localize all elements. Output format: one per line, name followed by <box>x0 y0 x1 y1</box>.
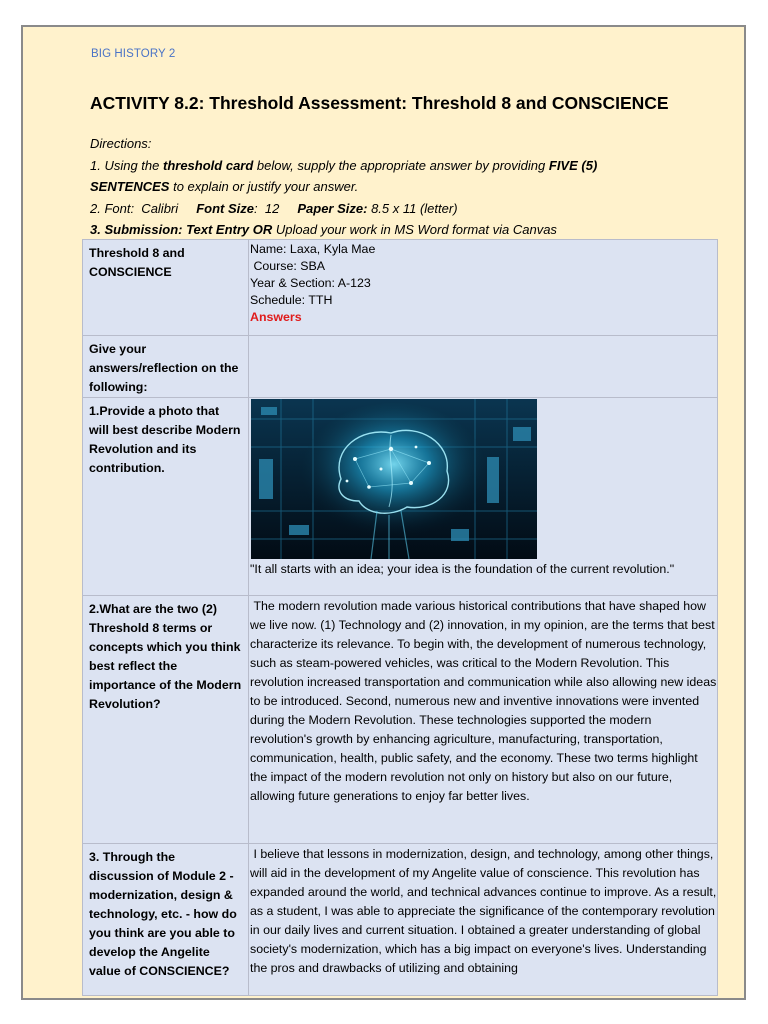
brain-circuit-image <box>251 399 537 559</box>
student-info <box>249 240 718 336</box>
directions <box>90 133 730 241</box>
answer-text: The modern revolution made various historical contributions that have shaped how we live now. (1) Technology and (2) innovation, in my opinion, are the terms that best characterize its relevance. To begin with, the development of numerous technology, such as steam-powered vehicles, was critical to the Modern Revolution. This revolution increased transportation and communication while also allowing new ideas to be introduced. Second, numerous new and inventive innovations were invented during the Modern Revolution. These technologies supported the modern revolution's growth by enhancing agriculture, manufacturing, transportation, communication, health, public safety, and the economy. These two terms highlight the impact of the modern revolution not only on history but also on our future, allowing future generations to enjoy far better lives. <box>249 596 718 844</box>
student-name: Name: Laxa, Kyla Mae <box>250 242 376 256</box>
photo-cell <box>249 398 718 596</box>
table-row <box>83 336 718 398</box>
directions-line-2: SENTENCES to explain or justify your answer. <box>90 179 359 194</box>
answers-heading: Answers <box>250 310 302 324</box>
row-label: 2.What are the two (2) Threshold 8 terms or concepts which you think best reflect the importance of the Modern Revolution? <box>83 596 249 844</box>
student-schedule: Schedule: TTH <box>250 293 333 307</box>
directions-line-4: 3. Submission: Text Entry OR Upload your work in MS Word format via Canvas <box>90 222 557 237</box>
threshold-card-table <box>82 239 718 996</box>
student-course: Course: SBA <box>250 259 326 273</box>
row-label: Threshold 8 and CONSCIENCE <box>83 240 249 336</box>
page-title: ACTIVITY 8.2: Threshold Assessment: Threshold 8 and CONSCIENCE <box>90 93 669 113</box>
row-label: 3. Through the discussion of Module 2 - modernization, design & technology, etc. - how do you think are you able to develop the Angelite value of CONSCIENCE? <box>83 844 249 996</box>
table-row <box>83 240 718 336</box>
directions-line-1: 1. Using the threshold card below, supply the appropriate answer by providing FIVE (5) <box>90 157 598 173</box>
table-row <box>83 398 718 596</box>
student-year-section: Year & Section: A-123 <box>250 276 371 290</box>
empty-cell <box>249 336 718 398</box>
row-label: Give your answers/reflection on the following: <box>83 336 249 398</box>
document-page <box>21 25 746 1000</box>
table-row <box>83 844 718 996</box>
directions-heading: Directions: <box>90 136 152 151</box>
table-row <box>83 596 718 844</box>
photo-caption: "It all starts with an idea; your idea is the foundation of the current revolution." <box>250 562 675 576</box>
course-tag: BIG HISTORY 2 <box>91 48 176 60</box>
answer-text: I believe that lessons in modernization, design, and technology, among other things, will aid in the development of my Angelite value of conscience. This revolution has expanded around the world, and technical advances continue to improve. As a result, as a student, I was able to appreciate the significance of the contemporary revolution in our daily lives and current situation. I obtained a greater understanding of global society's modernization, which has a big impact on everyone's lives. Understanding the pros and drawbacks of utilizing and obtaining <box>249 844 718 996</box>
directions-line-3: 2. Font: Calibri Font Size: 12 Paper Size: 8.5 x 11 (letter) <box>90 200 458 216</box>
row-label: 1.Provide a photo that will best describe Modern Revolution and its contribution. <box>83 398 249 596</box>
